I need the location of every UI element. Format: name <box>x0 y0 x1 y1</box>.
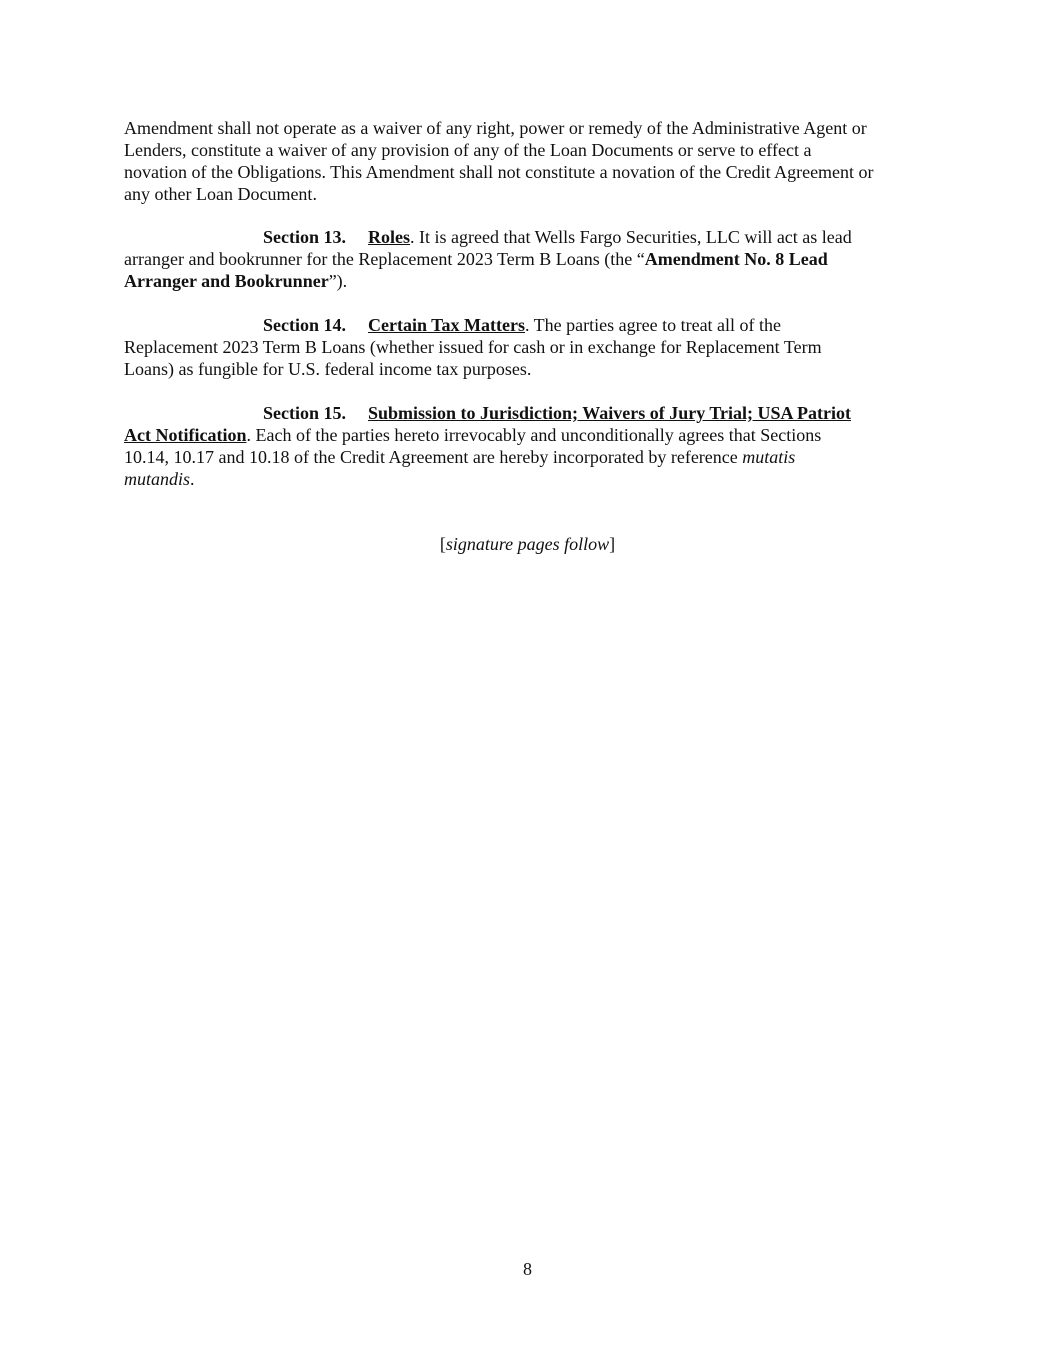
section-13-text: ”). <box>328 271 348 291</box>
section-14-number: Section 14. <box>263 315 346 335</box>
section-13-heading: Roles <box>368 227 410 247</box>
signature-pages-note: [signature pages follow] <box>439 534 616 554</box>
section-14-paragraph <box>124 314 914 380</box>
section-15-heading: Act Notification <box>124 425 247 445</box>
latin-term: mutatis <box>742 447 796 467</box>
section-13-text: arranger and bookrunner for the Replacement 2023 Term B Loans (the “ <box>124 249 645 269</box>
defined-term: Amendment No. 8 Lead <box>644 249 828 269</box>
section-15-heading: Submission to Jurisdiction; Waivers of Jury Trial; USA Patriot <box>368 403 852 423</box>
paragraph-line: any other Loan Document. <box>124 184 317 204</box>
section-15-text: 10.14, 10.17 and 10.18 of the Credit Agreement are hereby incorporated by reference <box>124 447 743 467</box>
section-13-text: . It is agreed that Wells Fargo Securities, LLC will act as lead <box>410 227 852 247</box>
section-13-paragraph <box>124 226 914 292</box>
section-15-number: Section 15. <box>263 403 346 423</box>
paragraph-line: novation of the Obligations. This Amendment shall not constitute a novation of the Credit Agreement or <box>124 162 874 182</box>
latin-term: mutandis <box>124 469 191 489</box>
defined-term: Arranger and Bookrunner <box>124 271 329 291</box>
section-14-text: Loans) as fungible for U.S. federal income tax purposes. <box>124 359 532 379</box>
paragraph-line: Amendment shall not operate as a waiver of any right, power or remedy of the Administrative Agent or <box>124 118 867 138</box>
section-15-text: . Each of the parties hereto irrevocably and unconditionally agrees that Sections <box>246 425 822 445</box>
section-14-text: Replacement 2023 Term B Loans (whether issued for cash or in exchange for Replacement Term <box>124 337 822 357</box>
page-number: 8 <box>523 1259 532 1279</box>
section-14-text: . The parties agree to treat all of the <box>524 315 782 335</box>
section-14-heading: Certain Tax Matters <box>368 315 525 335</box>
continuation-paragraph <box>124 117 914 205</box>
signature-note-text: signature pages follow <box>445 534 610 554</box>
section-15-text: . <box>190 469 195 489</box>
section-15-paragraph <box>124 402 914 490</box>
section-13-number: Section 13. <box>263 227 346 247</box>
paragraph-line: Lenders, constitute a waiver of any provision of any of the Loan Documents or serve to effect a <box>124 140 812 160</box>
